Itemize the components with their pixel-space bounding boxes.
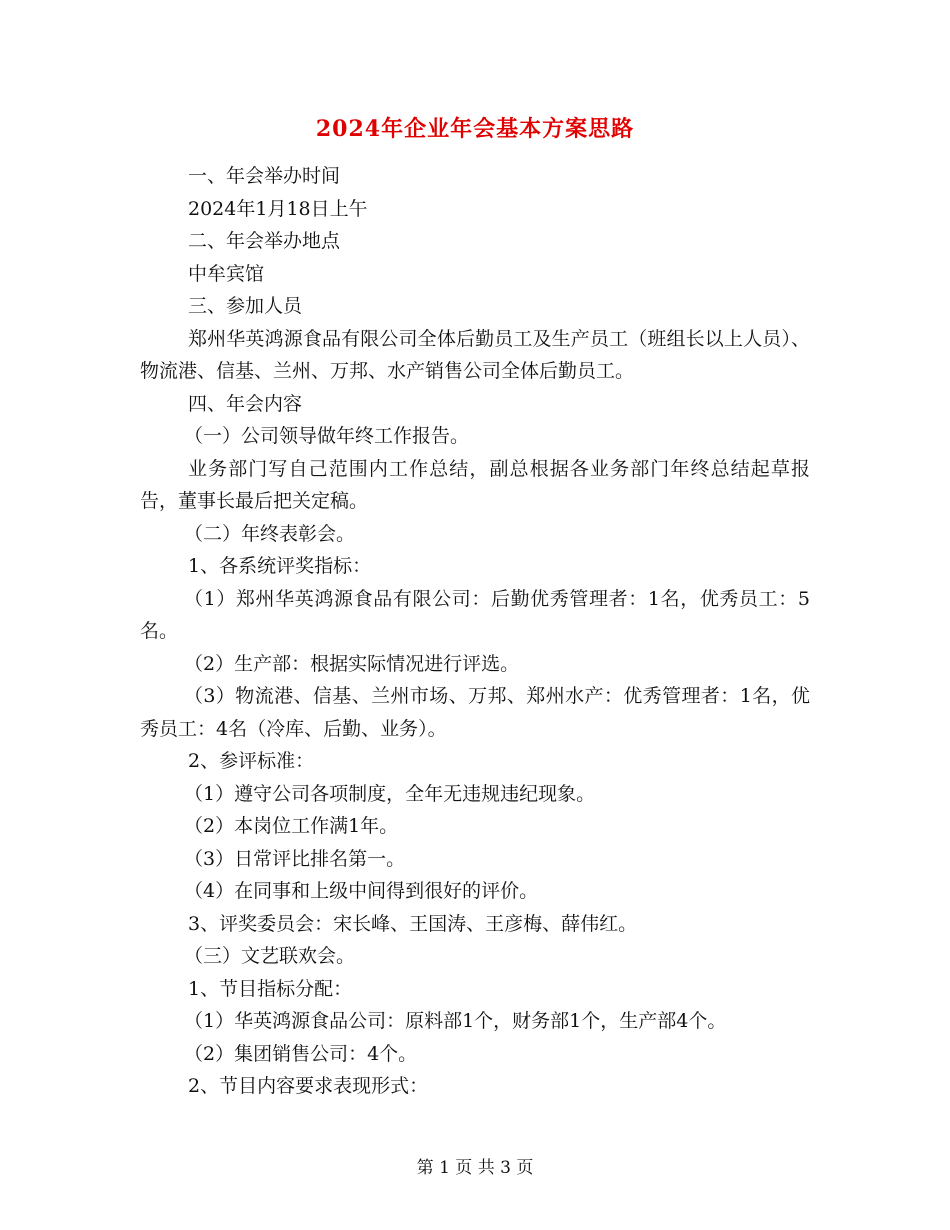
document-body xyxy=(140,160,810,1103)
list-item: 1、各系统评奖指标： xyxy=(188,555,372,577)
section-heading-time: 一、年会举办时间 xyxy=(188,165,341,187)
report-paragraph: 业务部门写自己范围内工作总结，副总根据各业务部门年终总结起草报告，董事长最后把关定稿。 xyxy=(140,457,810,512)
section-heading-attendees: 三、参加人员 xyxy=(188,295,303,317)
list-item: （4）在同事和上级中间得到很好的评价。 xyxy=(184,880,539,902)
list-item: （2）生产部：根据实际情况进行评选。 xyxy=(184,652,520,675)
list-item: （3）日常评比排名第一。 xyxy=(184,847,406,870)
list-item: （1）华英鸿源食品公司：原料部1个，财务部1个，生产部4个。 xyxy=(184,1010,727,1032)
list-item: 3、评奖委员会：宋长峰、王国涛、王彦梅、薛伟红。 xyxy=(188,912,638,935)
section-heading-venue: 二、年会举办地点 xyxy=(188,230,341,252)
list-item: （3）物流港、信基、兰州市场、万邦、郑州水产：优秀管理者：1名，优秀员工：4名（冷库、后勤、业务）。 xyxy=(140,685,810,740)
subsection-gala: （三）文艺联欢会。 xyxy=(184,945,356,967)
list-item: （2）本岗位工作满1年。 xyxy=(184,815,399,837)
page-footer: 第 1 页 共 3 页 xyxy=(416,1158,534,1178)
subsection-report: （一）公司领导做年终工作报告。 xyxy=(184,425,470,447)
event-date: 2024年1月18日上午 xyxy=(188,197,368,220)
list-item: 1、节目指标分配： xyxy=(188,977,353,1000)
list-item: （1）遵守公司各项制度，全年无违规违纪现象。 xyxy=(184,782,596,805)
list-item: 2、参评标准： xyxy=(188,750,315,772)
attendees-paragraph: 郑州华英鸿源食品有限公司全体后勤员工及生产员工（班组长以上人员）、物流港、信基、兰州、万邦、水产销售公司全体后勤员工。 xyxy=(140,327,810,382)
subsection-awards: （二）年终表彰会。 xyxy=(184,522,356,545)
list-item: （1）郑州华英鸿源食品有限公司：后勤优秀管理者：1名，优秀员工：5名。 xyxy=(140,587,810,642)
list-item: （2）集团销售公司：4个。 xyxy=(184,1042,418,1065)
document-title: 2024年企业年会基本方案思路 xyxy=(315,116,635,142)
event-venue: 中牟宾馆 xyxy=(188,262,265,285)
list-item: 2、节目内容要求表现形式： xyxy=(188,1075,429,1097)
section-heading-content: 四、年会内容 xyxy=(188,392,303,415)
